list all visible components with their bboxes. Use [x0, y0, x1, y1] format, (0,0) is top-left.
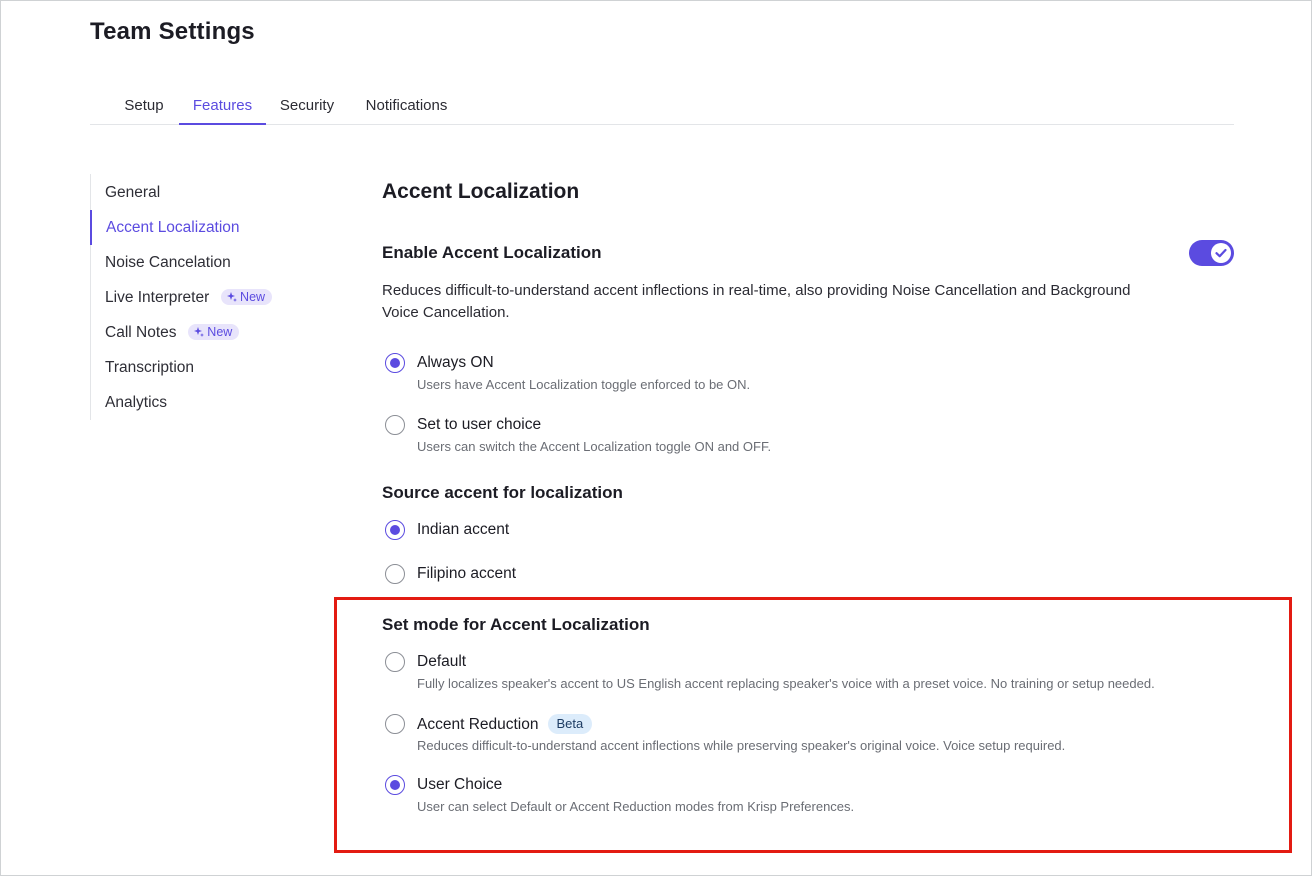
- sidebar-item-label: Analytics: [105, 394, 168, 411]
- radio-button[interactable]: [385, 652, 405, 672]
- tab-notifications[interactable]: Notifications: [365, 97, 448, 114]
- badge-label: New: [207, 325, 233, 339]
- sparkle-icon: [227, 292, 237, 302]
- tab-features[interactable]: Features: [179, 90, 266, 125]
- sidebar-item-noise-cancelation[interactable]: [91, 245, 321, 280]
- radio-description: Users have Accent Localization toggle enforced to be ON.: [417, 377, 751, 392]
- sidebar-item-label: Live Interpreter: [105, 289, 210, 306]
- radio-description: Fully localizes speaker's accent to US English accent replacing speaker's voice with a preset voice. No training or setup needed.: [417, 676, 1155, 691]
- new-badge: [188, 324, 240, 340]
- page-title: Team Settings: [90, 18, 255, 45]
- radio-label: Set to user choice: [417, 416, 542, 433]
- radio-label: Always ON: [417, 354, 494, 371]
- sidebar-item-label: Transcription: [105, 359, 195, 376]
- sidebar-item-label: General: [105, 184, 161, 201]
- radio-button[interactable]: [385, 415, 405, 435]
- radio-label: User Choice: [417, 776, 503, 793]
- enable-title: Enable Accent Localization: [382, 243, 602, 262]
- radio-button[interactable]: [385, 353, 405, 373]
- tab-security[interactable]: Security: [279, 97, 335, 114]
- radio-label: Accent Reduction: [417, 716, 539, 733]
- check-icon: [1211, 243, 1231, 263]
- mode-title: Set mode for Accent Localization: [382, 615, 650, 634]
- radio-description: Reduces difficult-to-understand accent inflections while preserving speaker's original voice. Voice setup required.: [417, 738, 1066, 753]
- enable-description: Reduces difficult-to-understand accent inflections in real-time, also providing Noise Cancellation and Background Voice Cancellation.: [382, 282, 1131, 321]
- settings-sidebar: [90, 174, 320, 420]
- tab-setup[interactable]: Setup: [124, 97, 164, 114]
- new-badge: [221, 289, 273, 305]
- radio-label-with-badge: [417, 714, 592, 735]
- sparkle-icon: [194, 327, 204, 337]
- sidebar-item-general[interactable]: [91, 175, 321, 210]
- radio-button[interactable]: [385, 564, 405, 584]
- sidebar-item-transcription[interactable]: [91, 350, 321, 385]
- radio-label: Default: [417, 653, 467, 670]
- radio-label: Filipino accent: [417, 565, 517, 582]
- radio-button[interactable]: [385, 714, 405, 734]
- sidebar-item-call-notes[interactable]: [91, 315, 321, 350]
- radio-button[interactable]: [385, 775, 405, 795]
- beta-badge: Beta: [548, 714, 593, 734]
- radio-description: User can select Default or Accent Reduction modes from Krisp Preferences.: [417, 799, 855, 814]
- sidebar-item-label: Call Notes: [105, 324, 177, 341]
- sidebar-item-label: Accent Localization: [106, 219, 240, 236]
- sidebar-item-accent-localization[interactable]: [90, 210, 320, 245]
- badge-label: New: [240, 290, 266, 304]
- radio-description: Users can switch the Accent Localization toggle ON and OFF.: [417, 439, 772, 454]
- radio-button[interactable]: [385, 520, 405, 540]
- radio-label: Indian accent: [417, 521, 510, 538]
- source-title: Source accent for localization: [382, 483, 623, 502]
- toggle-knob: [1211, 243, 1231, 263]
- sidebar-item-live-interpreter[interactable]: [91, 280, 321, 315]
- sidebar-item-label: Noise Cancelation: [105, 254, 231, 271]
- tab-bar: [90, 90, 1234, 125]
- enable-toggle[interactable]: [1189, 240, 1234, 266]
- section-heading: Accent Localization: [382, 180, 580, 203]
- sidebar-item-analytics[interactable]: [91, 385, 321, 420]
